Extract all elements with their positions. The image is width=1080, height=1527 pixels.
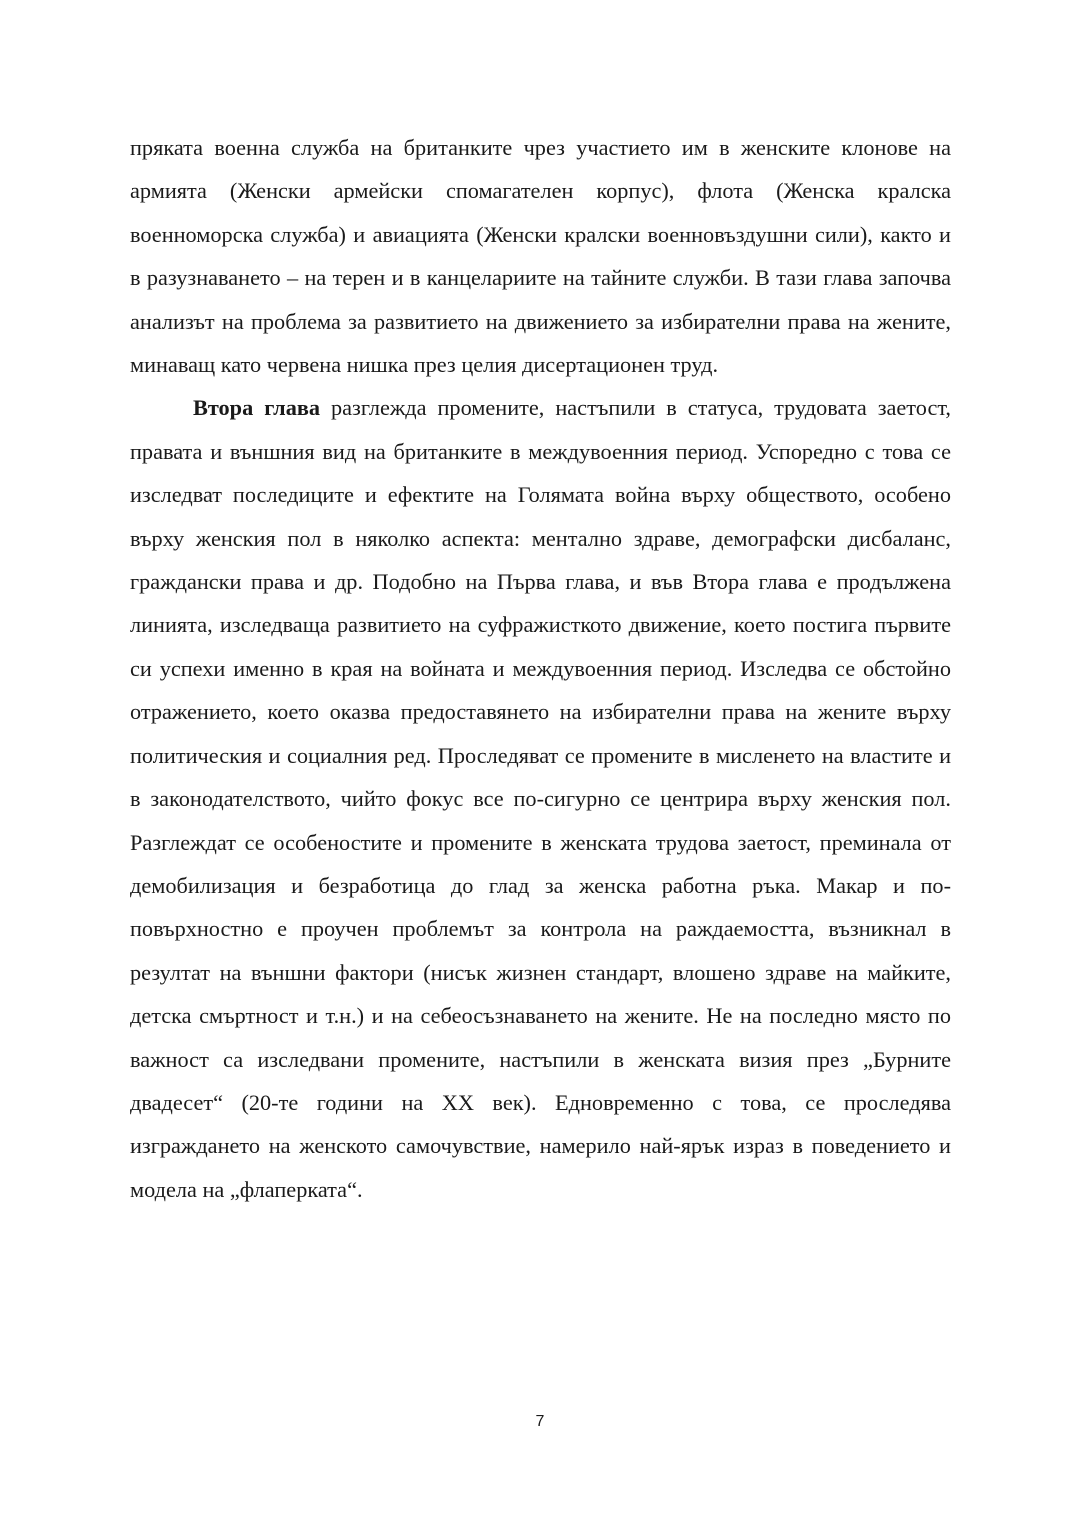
page-number: 7 — [535, 1413, 545, 1430]
paragraph-text: пряката военна служба на британките чрез участието им в женските клонове на армията (Женски армейски спомагателен корпус), флота (Женска кралска военноморска служба) и авиацията (Женски кралски военновъздушни сили), както и в разузнаването – на терен и в канцелариите на тайните служби. В тази глава започва анализът на проблема за развитието на движението за избирателни права на жените, минаващ като червена нишка през целия дисертационен труд. — [130, 135, 951, 378]
paragraph-text: разглежда промените, настъпили в статуса, трудовата заетост, правата и външния вид на британките в междувоенния период. Успоредно с това се изследват последиците и ефектите на Голямата война върху обществото, особено върху женския пол в няколко аспекта: ментално здраве, демографски дисбаланс, граждански права и др. Подобно на Първа глава, и във Втора глава е продължена линията, изследваща развитието на суфражисткото движение, което постига първите си успехи именно в края на войната и междувоенния период. Изследва се обстойно отражението, което оказва предоставянето на избирателни права на жените върху политическия и социалния ред. Проследяват се промените в мисленето на властите и в законодателството, чийто фокус все по-сигурно се центрира върху женския пол. Разглеждат се особеностите и промените в женската трудова заетост, преминала от демобилизация и безработица до глад за женска работна ръка. Макар и по-повърхностно е проучен проблемът за контрола на раждаемостта, възникнал в резултат на външни фактори (нисък жизнен стандарт, влошено здраве на майките, детска смъртност и т.н.) и на себеосъзнаването на жените. Не на последно място по важност са изследвани промените, настъпили в женската визия през „Бурните двадесет“ (20-те години на ХХ век). Едновременно с това, се проследява изграждането на женското самочувствие, намерило най-ярък израз в поведението и модела на „флаперката“. — [130, 395, 951, 1202]
chapter-heading-inline: Втора глава — [193, 395, 321, 421]
paragraph-continuation — [130, 126, 951, 386]
paragraph-chapter-two — [130, 386, 951, 1211]
body-text — [130, 126, 951, 1211]
